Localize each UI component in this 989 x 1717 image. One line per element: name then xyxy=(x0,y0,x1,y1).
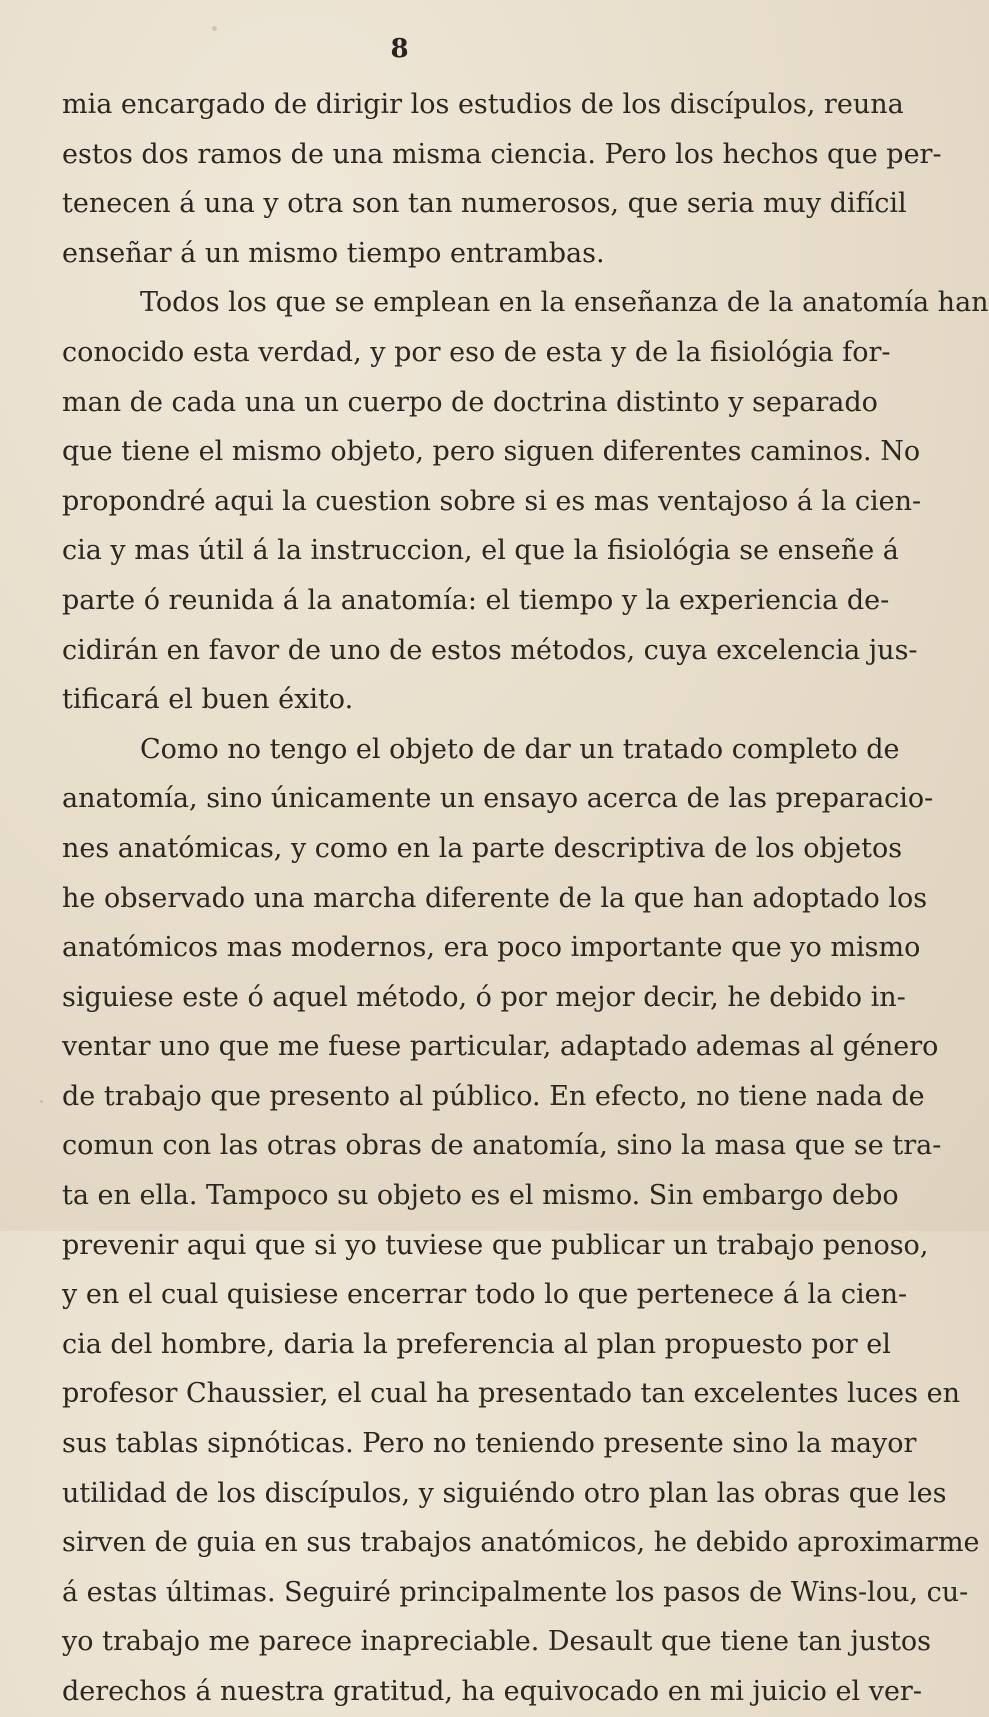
text-line: anatómicos mas modernos, era poco importante que yo mismo xyxy=(62,932,921,964)
paper-stain xyxy=(742,1198,747,1203)
body-text xyxy=(62,80,989,1717)
text-line: siguiese este ó aquel método, ó por mejor decir, he debido in- xyxy=(62,981,906,1013)
text-line: prevenir aqui que si yo tuviese que publicar un trabajo penoso, xyxy=(62,1229,929,1261)
text-line: cia y mas útil á la instruccion, el que la fisiológia se enseñe á xyxy=(62,535,899,567)
text-line: enseñar á un mismo tiempo entrambas. xyxy=(62,237,605,269)
text-line: Todos los que se emplean en la enseñanza de la anatomía han xyxy=(140,287,989,319)
text-line: estos dos ramos de una misma ciencia. Pero los hechos que per- xyxy=(62,138,942,170)
text-line: anatomía, sino únicamente un ensayo acerca de las preparacio- xyxy=(62,783,934,815)
text-line: cidirán en favor de uno de estos métodos, cuya excelencia jus- xyxy=(62,634,918,666)
text-line: Como no tengo el objeto de dar un tratado completo de xyxy=(140,733,900,765)
text-line: sus tablas sipnóticas. Pero no teniendo presente sino la mayor xyxy=(62,1428,917,1460)
text-line: yo trabajo me parece inapreciable. Desault que tiene tan justos xyxy=(62,1626,932,1658)
text-line: sirven de guia en sus trabajos anatómicos, he debido aproximarme xyxy=(62,1527,980,1559)
text-line: profesor Chaussier, el cual ha presentado tan excelentes luces en xyxy=(62,1378,960,1410)
text-line: cia del hombre, daria la preferencia al plan propuesto por el xyxy=(62,1328,891,1360)
text-line: y en el cual quisiese encerrar todo lo que pertenece á la cien- xyxy=(62,1279,908,1311)
paper-stain xyxy=(40,1100,43,1103)
text-line: derechos á nuestra gratitud, ha equivocado en mi juicio el ver- xyxy=(62,1676,922,1707)
text-line: conocido esta verdad, y por eso de esta y de la fisiológia for- xyxy=(62,336,891,368)
text-line: utilidad de los discípulos, y siguiéndo otro plan las obras que les xyxy=(62,1477,947,1509)
text-line: nes anatómicas, y como en la parte descriptiva de los objetos xyxy=(62,832,903,864)
text-line: he observado una marcha diferente de la que han adoptado los xyxy=(62,882,928,914)
text-line: comun con las otras obras de anatomía, sino la masa que se tra- xyxy=(62,1130,942,1162)
text-line: mia encargado de dirigir los estudios de los discípulos, reuna xyxy=(62,89,904,120)
text-line: de trabajo que presento al público. En efecto, no tiene nada de xyxy=(62,1080,925,1112)
text-line: que tiene el mismo objeto, pero siguen diferentes caminos. No xyxy=(62,436,921,468)
text-line: ta en ella. Tampoco su objeto es el mismo. Sin embargo debo xyxy=(62,1180,899,1212)
text-line: tenecen á una y otra son tan numerosos, que seria muy difícil xyxy=(62,188,907,220)
text-line: parte ó reunida á la anatomía: el tiempo y la experiencia de- xyxy=(62,584,890,616)
text-line: propondré aqui la cuestion sobre si es mas ventajoso á la cien- xyxy=(62,485,922,517)
text-line: man de cada una un cuerpo de doctrina distinto y separado xyxy=(62,386,878,418)
paper-stain xyxy=(212,26,217,31)
text-line: á estas últimas. Seguiré principalmente los pasos de Wins-lou, cu- xyxy=(62,1576,969,1608)
text-line: ventar uno que me fuese particular, adaptado ademas al género xyxy=(62,1031,939,1063)
text-line: tificará el buen éxito. xyxy=(62,684,354,716)
page-number: 8 xyxy=(390,34,410,64)
